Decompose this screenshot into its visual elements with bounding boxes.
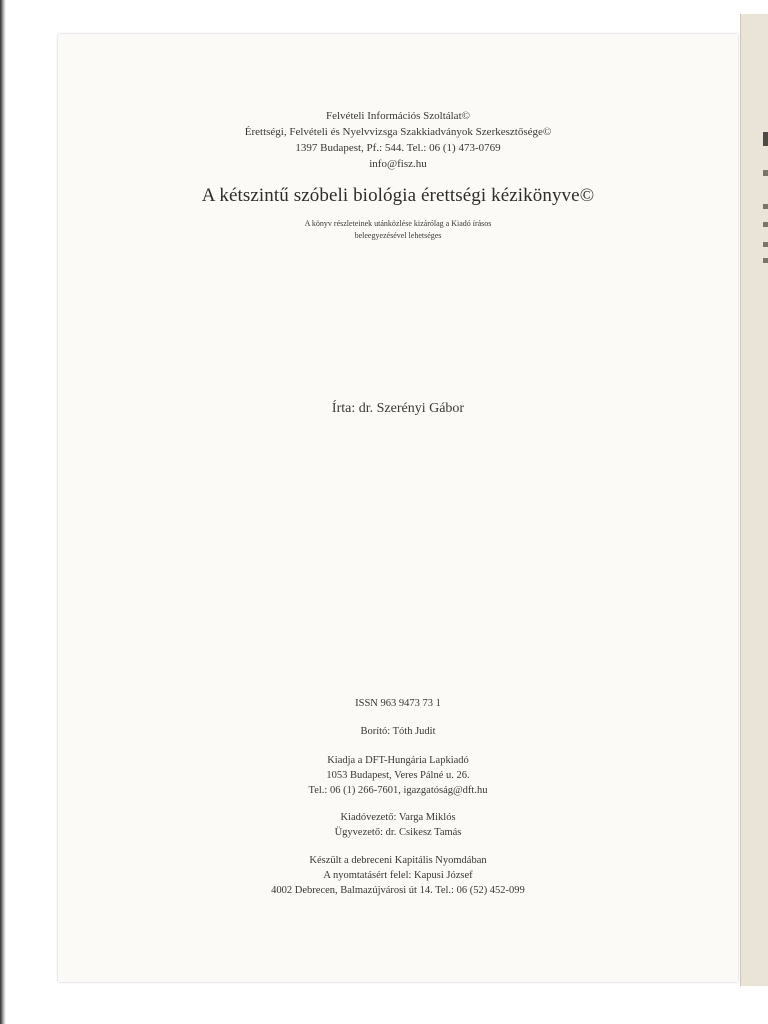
issn-number: ISSN 963 9473 73 1 <box>355 698 441 709</box>
binding-shadow <box>0 0 6 1024</box>
imprint-publisher: Kiadja a DFT-Hungária Lapkiadó <box>327 755 469 766</box>
copyright-notice <box>58 218 738 242</box>
adjacent-page-text-fragment <box>763 242 768 247</box>
publishing-staff <box>58 810 738 840</box>
adjacent-page-edge <box>740 14 768 986</box>
adjacent-page-text-fragment <box>763 222 768 227</box>
book-title: A kétszintű szóbeli biológia érettségi kézikönyve© <box>201 185 595 206</box>
managing-director: Ügyvezető: dr. Csikesz Tamás <box>334 827 462 838</box>
adjacent-page-text-fragment <box>763 132 768 146</box>
imprint-contact: Tel.: 06 (1) 266-7601, igazgatóság@dft.hu <box>308 785 488 796</box>
printer-responsible: A nyomtatásért felel: Kapusi József <box>323 870 473 881</box>
imprint-address: 1053 Budapest, Veres Pálné u. 26. <box>326 770 470 781</box>
adjacent-page-text-fragment <box>763 258 768 263</box>
adjacent-page-text-fragment <box>763 204 768 209</box>
publisher-info <box>58 108 738 172</box>
author-line: Írta: dr. Szerényi Gábor <box>331 401 465 416</box>
publisher-address: 1397 Budapest, Pf.: 544. Tel.: 06 (1) 473-0769 <box>295 142 501 154</box>
printer-name: Készült a debreceni Kapitális Nyomdában <box>309 855 487 866</box>
copyright-notice-line: beleegyezésével lehetséges <box>354 231 442 240</box>
publisher-imprint <box>58 753 738 798</box>
printer-info <box>58 853 738 898</box>
publisher-name: Felvételi Információs Szoltálat© <box>326 110 470 122</box>
cover-credit: Borító: Tóth Judit <box>360 726 436 737</box>
printer-address: 4002 Debrecen, Balmazújvárosi út 14. Tel.: 06 (52) 452-099 <box>271 885 525 896</box>
publisher-email: info@fisz.hu <box>369 158 427 170</box>
book-title-page <box>58 34 738 982</box>
copyright-notice-line: A könyv részleteinek utánközlése kizárólag a Kiadó írásos <box>304 219 492 228</box>
adjacent-page-text-fragment <box>763 170 768 176</box>
publishing-director: Kiadóvezető: Varga Miklós <box>340 812 456 823</box>
publisher-department: Érettségi, Felvételi és Nyelvvizsga Szakkiadványok Szerkesztősége© <box>244 126 552 138</box>
